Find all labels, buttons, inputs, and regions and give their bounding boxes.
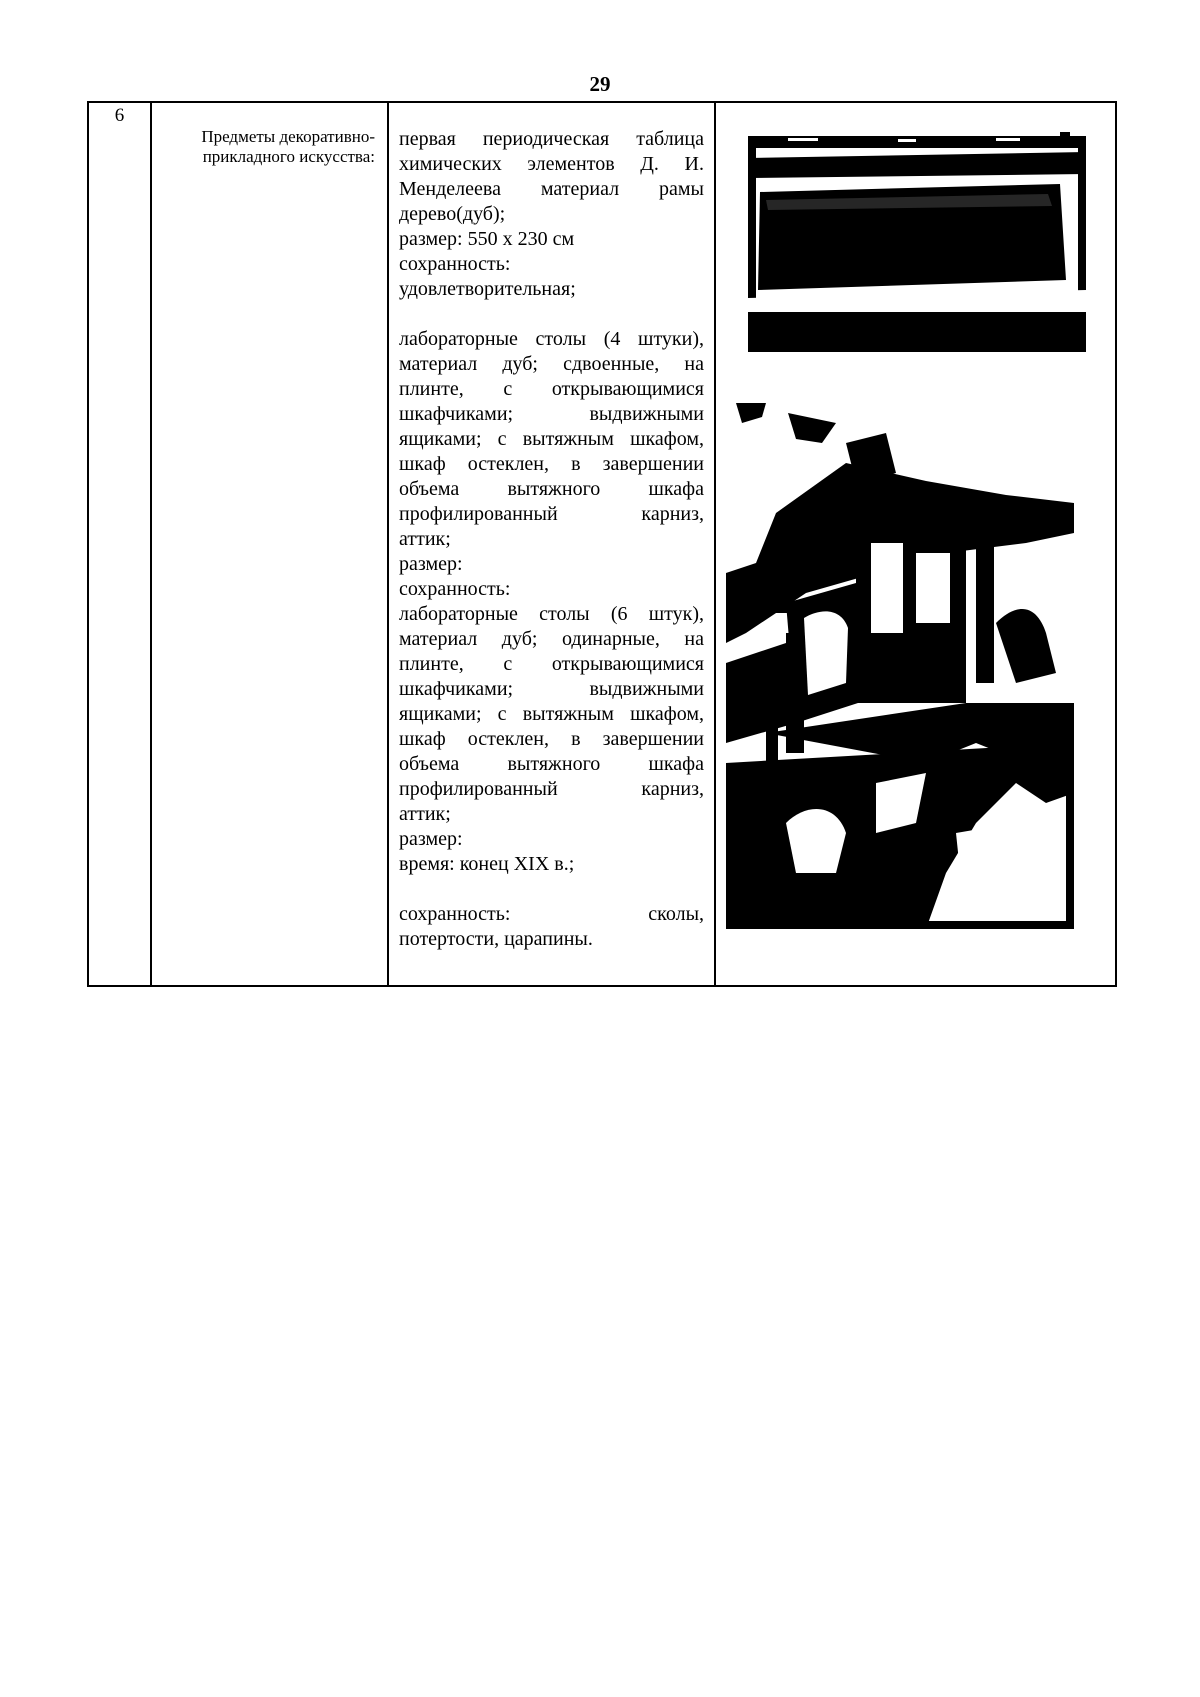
description-line: время: конец XIX в.;	[399, 853, 575, 875]
table-row	[88, 102, 1116, 986]
category-cell	[151, 102, 388, 986]
description-line: профилированный карниз,	[399, 778, 704, 800]
description-line: потертости, царапины.	[399, 928, 593, 950]
description-line: ящиками; с вытяжным шкафом,	[399, 428, 704, 450]
description-line: сохранность:	[399, 578, 511, 600]
description-line: Менделеева материал рамы	[399, 178, 704, 200]
description-line: лабораторные столы (6 штук),	[399, 603, 704, 625]
description-item-periodic-table	[399, 127, 704, 302]
description-line: аттик;	[399, 528, 451, 550]
periodic-table-photo	[748, 130, 1086, 352]
description-line: лабораторные столы (4 штуки),	[399, 328, 704, 350]
image-cell	[715, 102, 1116, 986]
description-line: сохранность: сколы,	[399, 903, 704, 925]
description-line: удовлетворительная;	[399, 278, 576, 300]
inventory-table	[87, 101, 1117, 987]
laboratory-tables-photo	[726, 403, 1074, 929]
description-line: объема вытяжного шкафа	[399, 478, 704, 500]
description-line: дерево(дуб);	[399, 203, 506, 225]
description-line: шкафчиками; выдвижными	[399, 403, 704, 425]
description-line: материал дуб; сдвоенные, на	[399, 353, 704, 375]
description-line: размер:	[399, 553, 463, 575]
description-line: плинте, с открывающимися	[399, 653, 704, 675]
description-line: шкафчиками; выдвижными	[399, 678, 704, 700]
description-line: шкаф остеклен, в завершении	[399, 453, 704, 475]
description-cell	[388, 102, 715, 986]
row-number: 6	[88, 102, 151, 986]
page-number: 29	[589, 72, 611, 96]
category-line: прикладного искусства:	[202, 147, 375, 166]
description-item-condition	[399, 902, 704, 952]
description-line: первая периодическая таблица	[399, 128, 704, 150]
description-line: ящиками; с вытяжным шкафом,	[399, 703, 704, 725]
description-line: объема вытяжного шкафа	[399, 753, 704, 775]
description-line: шкаф остеклен, в завершении	[399, 728, 704, 750]
description-line: плинте, с открывающимися	[399, 378, 704, 400]
description-line: химических элементов Д. И.	[399, 153, 704, 175]
description-line: сохранность:	[399, 253, 511, 275]
description-line: профилированный карниз,	[399, 503, 704, 525]
category-line: Предметы декоративно-	[201, 127, 375, 146]
description-line: размер:	[399, 828, 463, 850]
description-line: размер: 550 х 230 см	[399, 228, 575, 250]
description-line: аттик;	[399, 803, 451, 825]
description-item-lab-tables	[399, 327, 704, 877]
description-line: материал дуб; одинарные, на	[399, 628, 704, 650]
